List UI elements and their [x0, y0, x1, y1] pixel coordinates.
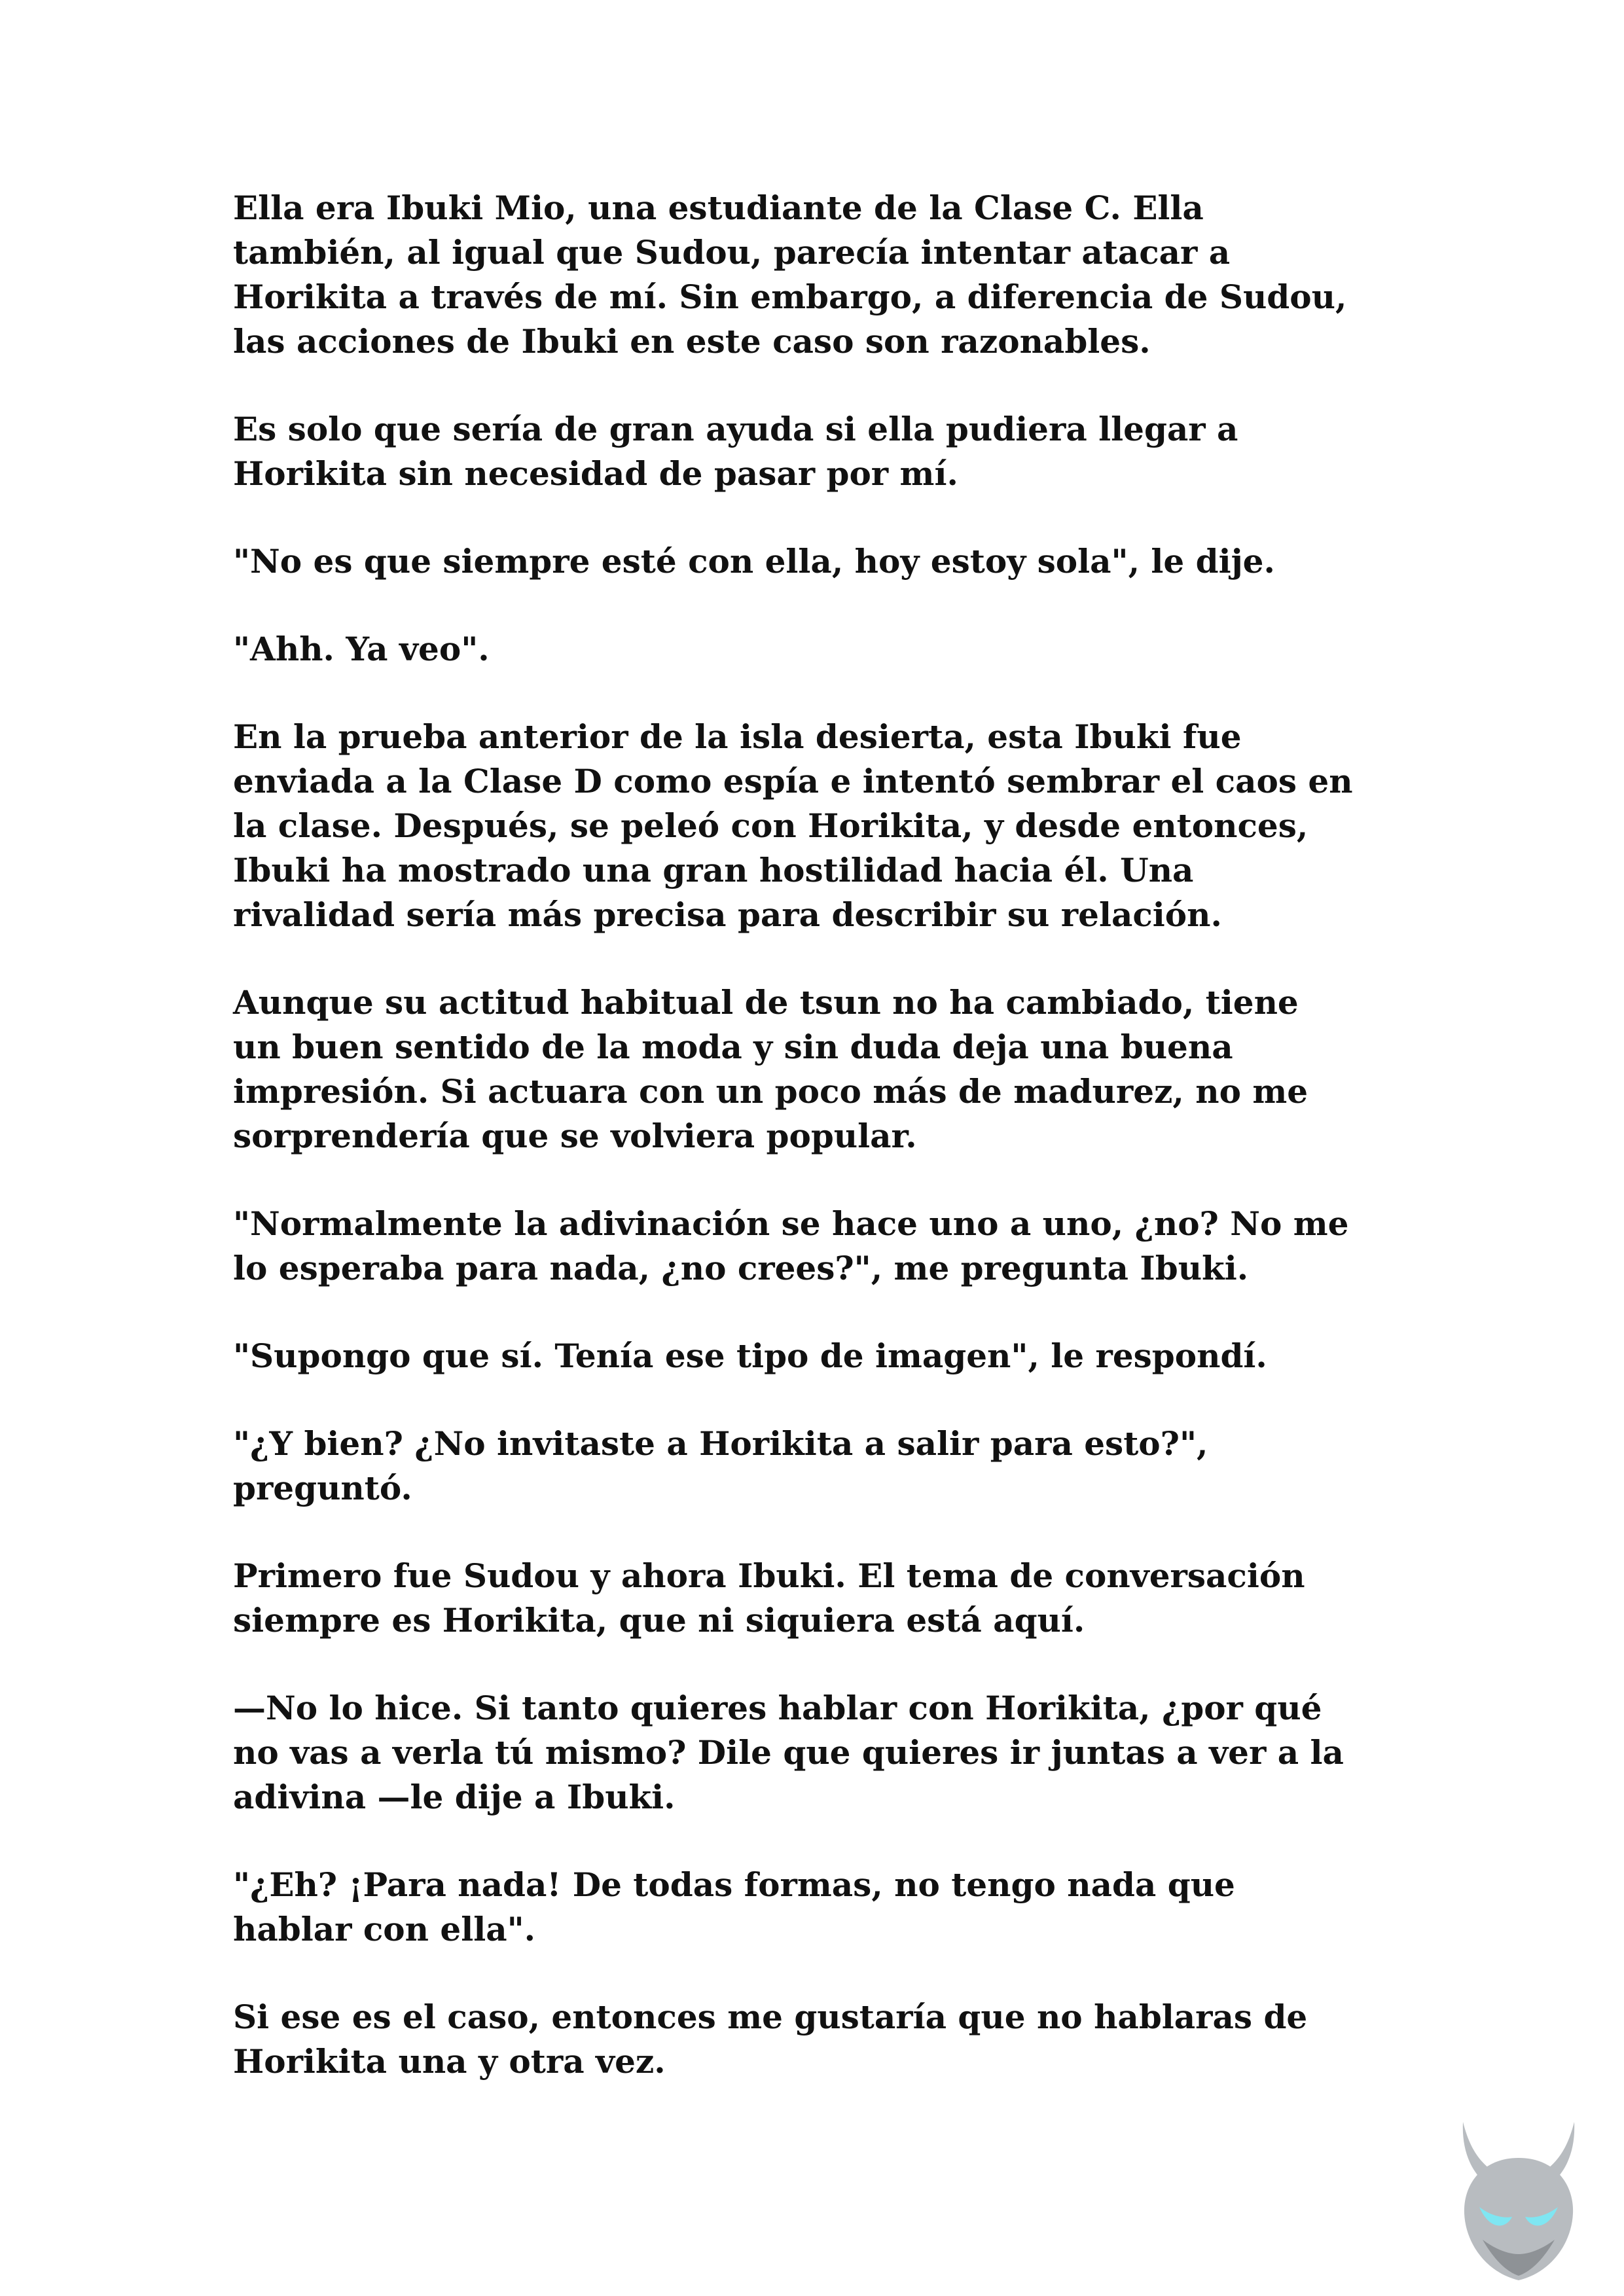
paragraph: Ella era Ibuki Mio, una estudiante de la Clase C. Ella también, al igual que Sudou, parecía intentar atacar a Horikita a través de mí. Sin embargo, a diferencia de Sudou, las acciones de Ibuki en este caso son razonables.	[233, 188, 1347, 361]
paragraph: "No es que siempre esté con ella, hoy estoy sola", le dije.	[233, 542, 1275, 581]
paragraph: "¿Y bien? ¿No invitaste a Horikita a salir para esto?", preguntó.	[233, 1424, 1208, 1507]
paragraph: —No lo hice. Si tanto quieres hablar con Horikita, ¿por qué no vas a verla tú mismo? Dile que quieres ir juntas a ver a la adivina —le dije a Ibuki.	[233, 1689, 1344, 1816]
paragraph: "¿Eh? ¡Para nada! De todas formas, no tengo nada que hablar con ella".	[233, 1865, 1235, 1948]
paragraph: En la prueba anterior de la isla desierta, esta Ibuki fue enviada a la Clase D como espía e intentó sembrar el caos en la clase. Después, se peleó con Horikita, y desde entonces, Ibuki ha mostrado una gran hostilidad hacia él. Una rivalidad sería más precisa para describir su relación.	[233, 717, 1353, 934]
text-body	[233, 186, 1411, 2127]
demon-mask-icon	[1443, 2109, 1594, 2286]
paragraph: "Normalmente la adivinación se hace uno a uno, ¿no? No me lo esperaba para nada, ¿no crees?", me pregunta Ibuki.	[233, 1204, 1349, 1287]
paragraph: Primero fue Sudou y ahora Ibuki. El tema de conversación siempre es Horikita, que ni siquiera está aquí.	[233, 1556, 1305, 1640]
paragraph: "Supongo que sí. Tenía ese tipo de imagen", le respondí.	[233, 1336, 1267, 1375]
paragraph: "Ahh. Ya veo".	[233, 630, 490, 668]
paragraph: Si ese es el caso, entonces me gustaría que no hablaras de Horikita una y otra vez.	[233, 1998, 1308, 2081]
paragraph: Aunque su actitud habitual de tsun no ha cambiado, tiene un buen sentido de la moda y sin duda deja una buena impresión. Si actuara con un poco más de madurez, no me sorprendería que se volviera popular.	[233, 983, 1308, 1155]
paragraph: Es solo que sería de gran ayuda si ella pudiera llegar a Horikita sin necesidad de pasar por mí.	[233, 410, 1238, 493]
